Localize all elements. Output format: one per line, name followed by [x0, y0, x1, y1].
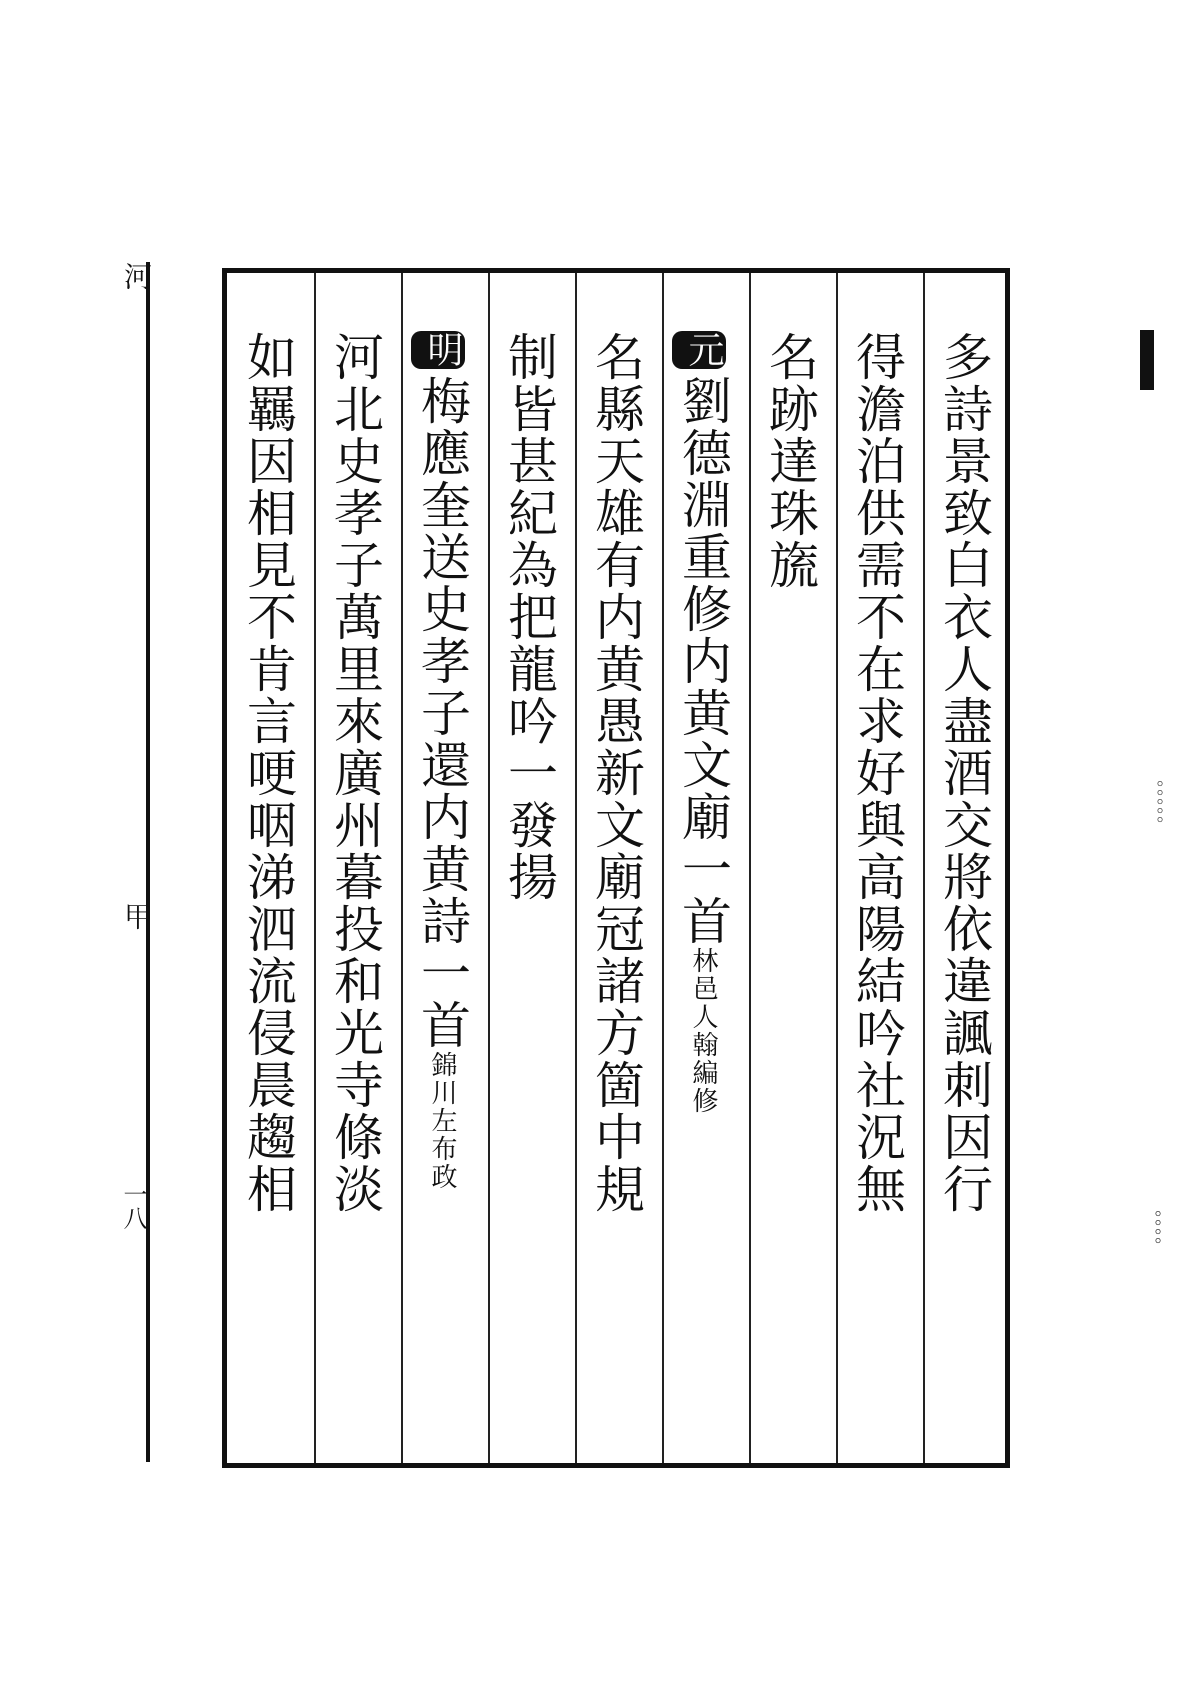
right-edge-dots-2: 。。。。	[1141, 1210, 1162, 1255]
text-column-6: 制皆甚紀為把龍吟一發揚	[500, 331, 558, 903]
text-column-9: 如羈因相見不肯言哽咽涕泗流侵晨趨相	[239, 331, 297, 1215]
author-note: 林邑人翰編修	[688, 947, 718, 1115]
text-column-1: 多詩景致白衣人盡酒交將依違諷刺因行	[935, 331, 993, 1215]
left-margin	[116, 262, 153, 1462]
margin-mid-text: 甲	[120, 902, 153, 930]
text-column-8: 河北史孝子萬里來廣州暮投和光寺條淡	[326, 331, 384, 1215]
text-column-5: 名縣天雄有内黄愚新文廟冠諸方箇中規	[587, 331, 645, 1215]
text-column-7: 明梅應奎送史孝子還内黄詩一首錦川左布政	[413, 331, 471, 1191]
text-frame	[222, 268, 1010, 1468]
dynasty-badge: 元	[672, 331, 726, 369]
text-column-2: 得澹泊供需不在求好與高陽結吟社況無	[848, 331, 906, 1215]
right-edge-mark	[1140, 330, 1154, 390]
margin-top-text: 河	[120, 262, 153, 290]
text-column-3: 名跡達珠旒	[761, 331, 819, 591]
author-note: 錦川左布政	[427, 1051, 457, 1191]
dynasty-badge: 明	[411, 331, 465, 369]
text-column-4: 元劉德淵重修内黄文廟一首林邑人翰編修	[674, 331, 732, 1115]
right-edge-dots: 。。。。。	[1143, 780, 1164, 834]
margin-bottom-text: 一八	[119, 1182, 147, 1230]
